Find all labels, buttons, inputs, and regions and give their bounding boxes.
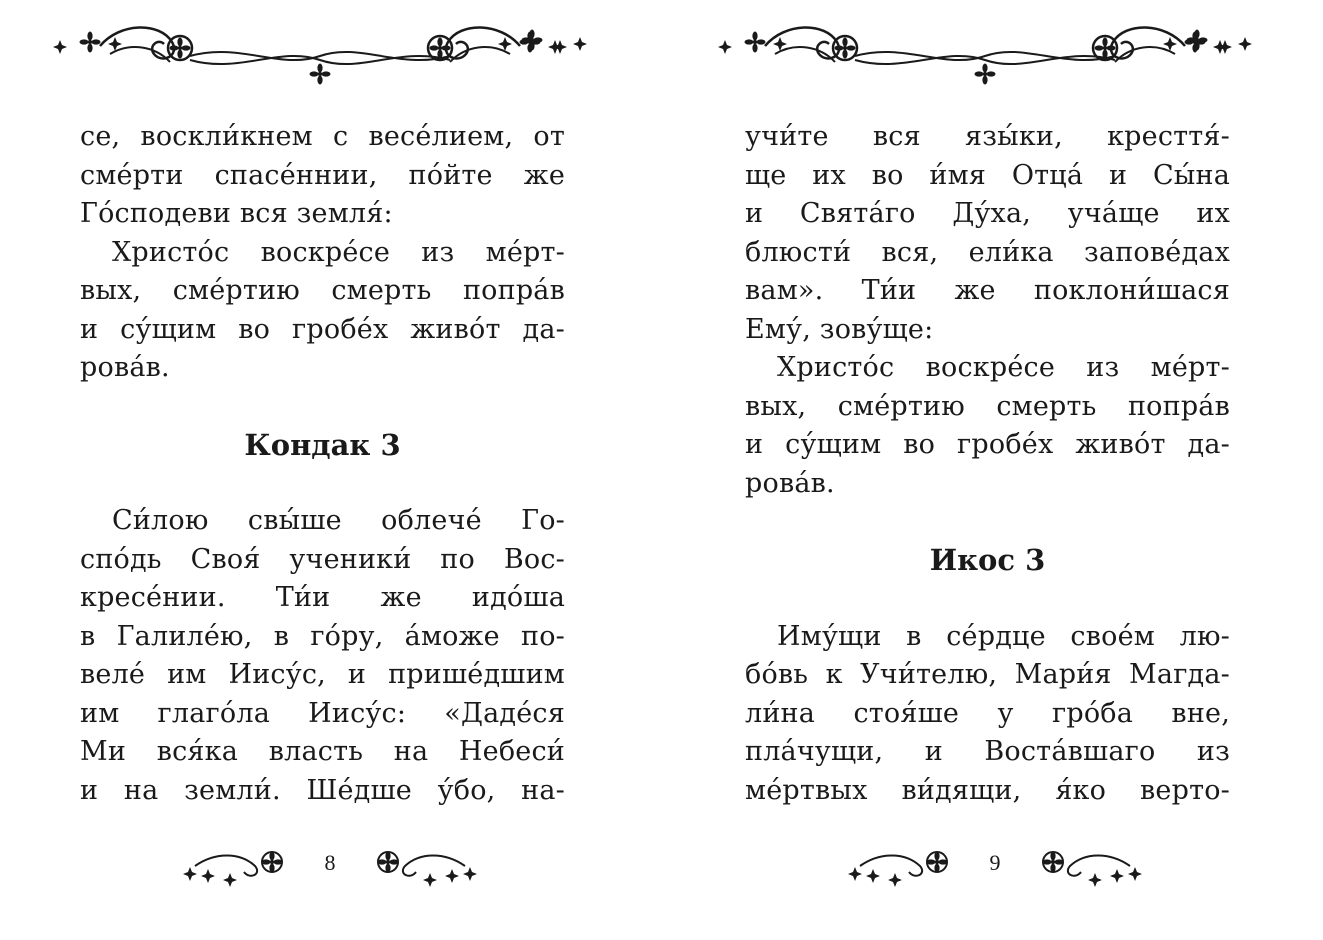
page-number: 9	[989, 850, 1001, 875]
header-ornament-icon	[40, 22, 600, 92]
page-number: 8	[324, 850, 336, 875]
left-page	[40, 0, 600, 940]
text-line: учи́те вся язы́ки, кресття́-	[745, 121, 1230, 152]
refrain-line: и су́щим во гробе́х живо́т да-	[745, 429, 1230, 460]
text-line: пла́чущи, и Воста́вшаго из	[745, 736, 1230, 767]
page-footer	[180, 838, 480, 892]
text-line: се, воскли́кнем с весе́лием, от	[80, 121, 565, 152]
text-line: блюсти́ вся, ели́ка запове́дах	[745, 236, 1230, 268]
footer-ornament-icon	[845, 844, 960, 888]
text-line: Ми вся́ка власть на Небеси́	[80, 736, 565, 767]
refrain-line: вых, сме́ртию смерть попра́в	[80, 275, 565, 306]
footer-ornament-icon	[180, 844, 295, 888]
text-line: сме́рти спасе́ннии, по́йте же	[80, 159, 565, 191]
text-line: и Свята́го Ду́ха, уча́ще их	[745, 198, 1230, 229]
text-line: Го́сподеви вся земля́:	[80, 198, 393, 229]
page-footer	[845, 838, 1145, 892]
footer-ornament-icon	[365, 844, 480, 888]
left-text	[80, 118, 565, 810]
text-line: им глаго́ла Иису́с: «Даде́ся	[80, 697, 565, 729]
footer-ornament-icon	[1030, 844, 1145, 888]
refrain-line: вых, сме́ртию смерть попра́в	[745, 390, 1230, 422]
text-line: Ему́, зову́ще:	[745, 313, 934, 345]
text-line: веле́ им Иису́с, и прише́дшим	[80, 659, 565, 690]
refrain-line: рова́в.	[80, 352, 170, 383]
refrain-line: рова́в.	[745, 467, 835, 499]
text-line: спо́дь Своя́ ученики́ по Вос-	[80, 543, 565, 575]
top-ornament	[705, 22, 1265, 92]
text-line: и на земли́. Ше́дше у́бо, на-	[80, 774, 565, 806]
text-line: Си́лою свы́ше облече́ Го-	[112, 505, 565, 536]
text-line: кресе́нии. Ти́и же идо́ша	[80, 582, 565, 613]
text-line: ли́на стоя́ше у гро́ба вне,	[745, 697, 1230, 729]
text-line: ме́ртвых ви́дящи, я́ко верто-	[745, 774, 1230, 806]
refrain-line: Христо́с воскре́се из ме́рт-	[112, 236, 565, 268]
text-line: Иму́щи в се́рдце свое́м лю-	[777, 620, 1230, 652]
text-line: вам». Ти́и же поклони́шася	[745, 275, 1230, 306]
top-ornament	[40, 22, 600, 92]
section-heading: Икос 3	[929, 543, 1046, 577]
header-ornament-icon	[705, 22, 1265, 92]
section-heading: Кондак 3	[244, 427, 401, 462]
text-line: бо́вь к Учи́телю, Мари́я Магда-	[745, 659, 1230, 690]
right-text	[745, 118, 1230, 810]
refrain-line: и су́щим во гробе́х живо́т да-	[80, 313, 565, 345]
text-line: в Галиле́ю, в го́ру, а́може по-	[80, 620, 565, 652]
right-page	[705, 0, 1265, 940]
text-line: ще их во и́мя Отца́ и Сы́на	[745, 159, 1230, 191]
refrain-line: Христо́с воскре́се из ме́рт-	[777, 352, 1230, 383]
